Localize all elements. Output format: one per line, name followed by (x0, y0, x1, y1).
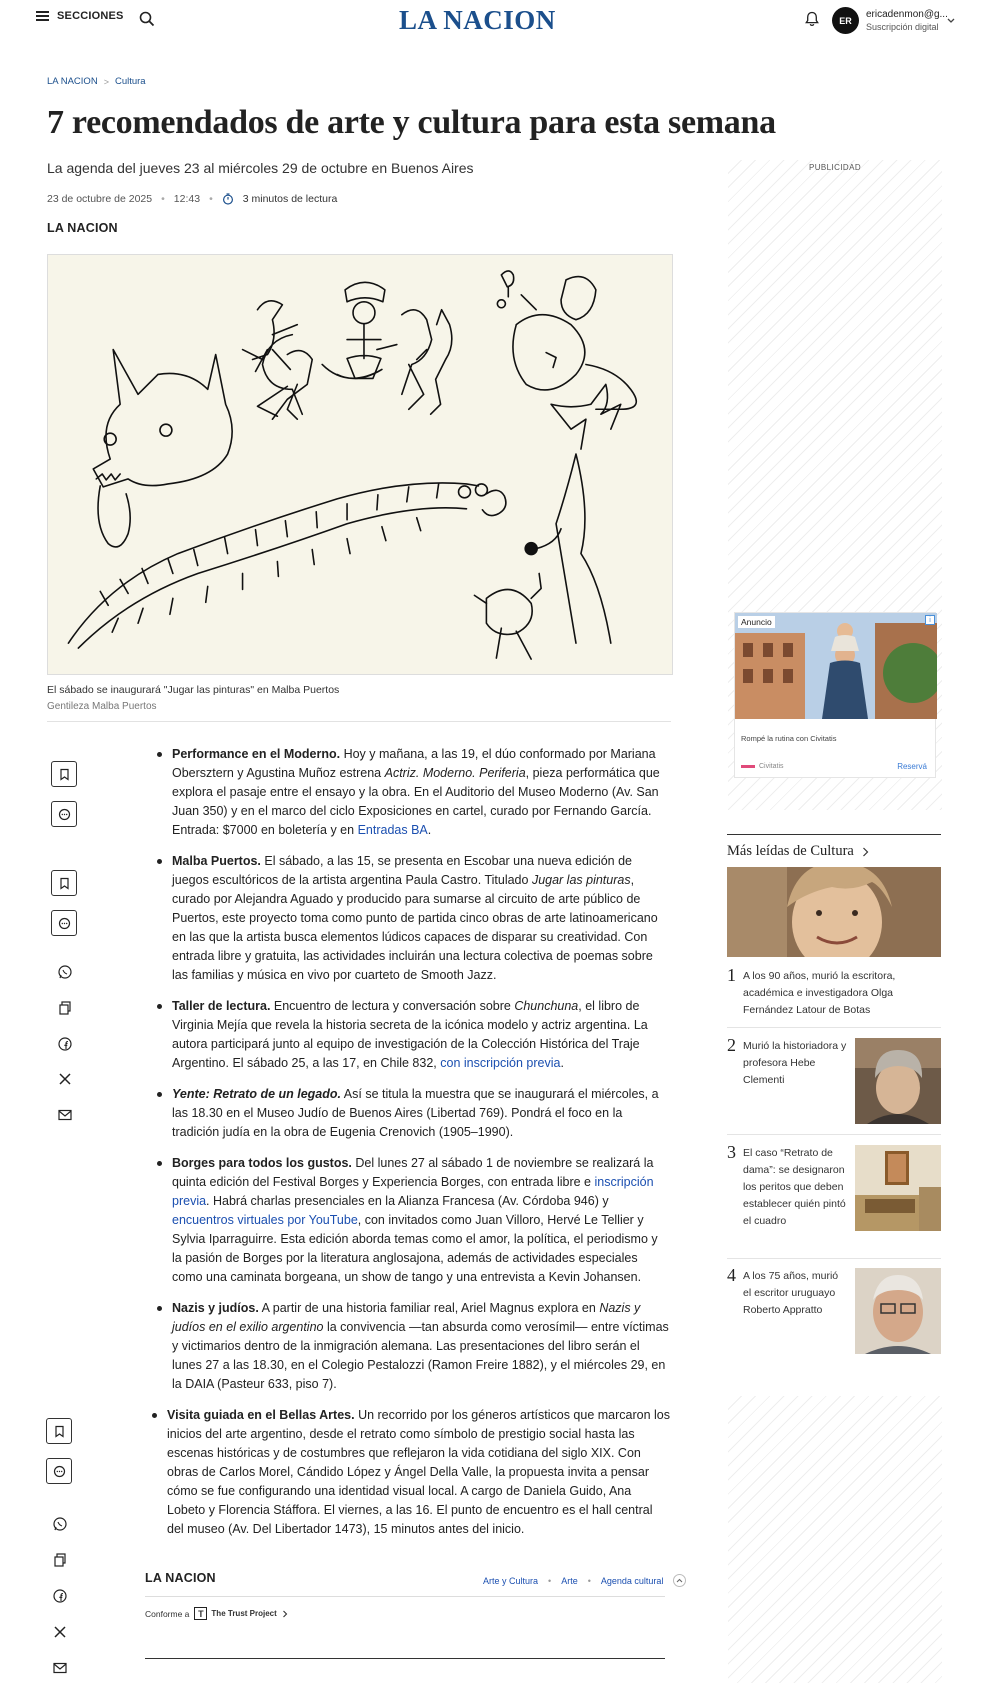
breadcrumb-separator: > (103, 76, 109, 87)
ad-brand (741, 763, 784, 770)
article-subtitle: La agenda del jueves 23 al miércoles 29 de octubre en Buenos Aires (47, 160, 474, 176)
article-time: 12:43 (173, 193, 201, 205)
bell-icon[interactable] (804, 11, 820, 27)
email-icon[interactable] (57, 1107, 73, 1123)
ad-photo-drawing (735, 613, 937, 719)
most-read-thumbnail[interactable] (855, 1038, 941, 1124)
comments-button[interactable] (46, 1458, 72, 1484)
read-time: 3 minutos de lectura (242, 193, 338, 205)
most-read-feature-image[interactable] (727, 867, 941, 957)
divider (727, 1027, 941, 1028)
trust-project-logo (194, 1607, 276, 1620)
comments-button[interactable] (51, 801, 77, 827)
article-author[interactable]: LA NACION (47, 221, 118, 235)
facebook-icon[interactable] (57, 1036, 73, 1052)
most-read-rank: 1 (727, 965, 736, 985)
sections-menu-button[interactable] (36, 10, 124, 22)
divider (47, 721, 671, 722)
portrait-photo (855, 1268, 941, 1354)
chevron-up-icon (676, 1578, 683, 1583)
most-read-rank: 2 (727, 1035, 736, 1055)
list-item (160, 852, 670, 985)
item-text: , curado por Alejandra Aguado y producido para sumarse al circuito de arte público de Puertos, este proyecto toma como punto de partida cinco obras de arte latinoamericano en las que la artista busca elementos lúdicos capaces de disparar su creatividad. Con entrada libre y gratuita, las actividades incluirán una lectura colectiva de poemas sobre las familias y música en vivo por cuarteto de Smooth Jazz. (172, 873, 658, 982)
item-text: la convivencia —tan absurda como verosímil— entre víctimas y victimarios dentro de la inmigración alemana. Las presentaciones del libro serán el lunes 27 a las 18.30, en el Colegio Pestalozzi (Ramon Freire 1882), y el miércoles 29, en la DAIA (Pasteur 633, piso 7). (172, 1320, 669, 1391)
item-heading: Yente: Retrato de un legado. (172, 1087, 342, 1101)
bookmark-button[interactable] (46, 1418, 72, 1444)
list-item (155, 1406, 670, 1539)
meta-separator: • (161, 193, 165, 205)
comment-icon (58, 808, 71, 821)
item-text: Encuentro de lectura y conversación sobre (270, 999, 515, 1013)
bookmark-icon (58, 768, 71, 781)
article-title: 7 recomendados de arte y cultura para esta semana (47, 104, 776, 141)
top-bar (0, 0, 1002, 40)
ad-badge: Anuncio (738, 616, 775, 628)
most-read-item[interactable] (727, 1265, 941, 1354)
item-text: Un recorrido por los géneros artísticos que marcaron los inicios del arte argentino, desde el retrato como símbolo de prestigio social hasta las escenas históricas y de costumbres que reflejaron la vida cotidiana del siglo XIX. Con obras de Carlos Morel, Cándido López y Ángel Della Valle, la propuesta invita a pensar cómo se fue configurando una identidad visual local. A cargo de Daniela Guido, Ana Lobeto y Florencia Stáffora. El viernes, a las 16. El punto de encuentro es el hall central del museo (Av. Del Libertador 1473), 15 minutos antes del inicio. (167, 1408, 671, 1536)
inscripcion-link[interactable]: con inscripción previa (440, 1056, 561, 1070)
portrait-photo (727, 867, 941, 957)
tag-separator: • (548, 1575, 552, 1586)
footer-brand[interactable]: LA NACION (145, 1571, 216, 1585)
article-meta (47, 193, 337, 205)
hamburger-icon (36, 11, 49, 21)
item-text: Del lunes 27 al sábado 1 de noviembre se realizará la quinta edición del Festival Borges y Experiencia Borges, con entrada libre e (172, 1156, 654, 1189)
most-read-headline[interactable]: A los 90 años, murió la escritora, académica e investigadora Olga Fernández Latour de Botas (743, 970, 896, 1016)
user-subscription: Suscripción digital (866, 22, 939, 32)
topic-tags (483, 1574, 686, 1587)
meta-separator: • (209, 193, 213, 205)
ad-slot (728, 160, 942, 810)
trust-logo-mark: T (194, 1607, 207, 1620)
tag-separator: • (587, 1575, 591, 1586)
chevron-down-icon[interactable] (947, 18, 955, 24)
ad-brand-name: Civitatis (759, 763, 784, 770)
chevron-right-icon (862, 847, 869, 857)
ad-image[interactable] (735, 613, 937, 719)
image-credit: Gentileza Malba Puertos (47, 701, 157, 712)
breadcrumb (47, 76, 146, 87)
whatsapp-icon[interactable] (52, 1516, 68, 1532)
entradas-ba-link[interactable]: Entradas BA (357, 823, 428, 837)
list-item (160, 1154, 670, 1287)
comment-icon (58, 917, 71, 930)
item-heading: Taller de lectura. (172, 999, 271, 1013)
item-text: . Habrá charlas presenciales en la Alianza Francesa (Av. Córdoba 946) y (206, 1194, 609, 1208)
item-text: . (560, 1056, 564, 1070)
most-read-rank: 4 (727, 1265, 736, 1285)
email-icon[interactable] (52, 1660, 68, 1676)
portrait-photo (855, 1038, 941, 1124)
item-text: A partir de una historia familiar real, Ariel Magnus explora en (258, 1301, 600, 1315)
user-avatar[interactable]: ER (832, 7, 859, 34)
item-heading: Visita guiada en el Bellas Artes. (167, 1408, 355, 1422)
comments-button[interactable] (51, 910, 77, 936)
divider (727, 834, 941, 835)
ad-card[interactable] (734, 612, 936, 778)
search-icon[interactable] (139, 11, 155, 27)
item-text: Así se titula la muestra que se inaugurará el miércoles, a las 18.30 en el Museo Judío de Buenos Aires (Libertad 769). Pondrá el foco en la tradición judía en la obra de Eugenia Crenovich (1905–1990). (172, 1087, 659, 1139)
item-heading: Nazis y judíos. (172, 1301, 259, 1315)
most-read-item[interactable] (727, 1142, 941, 1231)
bookmark-button[interactable] (51, 870, 77, 896)
divider (727, 1258, 941, 1259)
item-text: El sábado, a las 15, se presenta en Escobar una nueva edición de juegos escultóricos de la artista argentina Paula Castro. Titulado (172, 854, 633, 887)
site-logo[interactable]: LA NACION (399, 5, 556, 35)
most-read-headline[interactable]: El caso “Retrato de dama”: se designaron los peritos que deben establecer quién pintó el cuadro (743, 1147, 846, 1227)
article-main-image[interactable] (47, 254, 673, 675)
bookmark-button[interactable] (51, 761, 77, 787)
tag-arte-y-cultura[interactable]: Arte y Cultura (483, 1575, 539, 1586)
trust-project-name: The Trust Project (211, 1609, 277, 1618)
inscripcion-link[interactable]: inscripción previa (172, 1175, 654, 1208)
x-twitter-icon[interactable] (52, 1624, 68, 1640)
comment-icon (53, 1465, 66, 1478)
article-date: 23 de octubre de 2025 (47, 193, 153, 205)
collapse-tags-button[interactable] (673, 1574, 686, 1587)
copy-link-icon[interactable] (52, 1552, 68, 1568)
most-read-label: Más leídas de Cultura (727, 843, 854, 859)
breadcrumb-section[interactable]: Cultura (114, 76, 146, 87)
list-item (160, 997, 670, 1073)
breadcrumb-home[interactable]: LA NACION (47, 76, 98, 87)
most-read-rank: 3 (727, 1142, 736, 1162)
sections-label: SECCIONES (57, 10, 124, 22)
divider (145, 1658, 665, 1659)
item-text: , con invitados como Juan Villoro, Hervé Le Tellier y Sylvia Iparraguirre. Esta edición aborda temas como el amor, la política, el periodismo y la pasión de Borges por la literatura anglosajona, además de actividades especiales como una caminata borgeana, un show de tango y una entrevista a Kevin Johansen. (172, 1213, 658, 1284)
whatsapp-icon[interactable] (57, 964, 73, 980)
ad-slot (728, 1396, 942, 1683)
bookmark-icon (53, 1425, 66, 1438)
ad-label: PUBLICIDAD (808, 163, 861, 172)
timer-icon (222, 193, 234, 205)
most-read-thumbnail[interactable] (855, 1268, 941, 1354)
list-item (160, 1299, 670, 1394)
copy-link-icon[interactable] (57, 1000, 73, 1016)
youtube-link[interactable]: encuentros virtuales por YouTube (172, 1213, 358, 1227)
most-read-item[interactable] (727, 1035, 941, 1124)
list-item (160, 1085, 670, 1142)
x-twitter-icon[interactable] (57, 1071, 73, 1087)
item-italic: Nazis y judíos en el exilio argentino (172, 1301, 641, 1334)
illustration-drawing (48, 255, 672, 674)
divider (145, 1596, 665, 1597)
most-read-thumbnail[interactable] (855, 1145, 941, 1231)
trust-prefix: Conforme a (145, 1608, 190, 1619)
tag-agenda-cultural[interactable]: Agenda cultural (600, 1575, 664, 1586)
ad-brand-logo (741, 765, 755, 768)
chevron-right-icon (282, 1610, 288, 1618)
item-heading: Malba Puertos. (172, 854, 261, 868)
tag-arte[interactable]: Arte (561, 1575, 578, 1586)
item-italic: Chunchuna (514, 999, 579, 1013)
item-text: . (427, 823, 432, 837)
item-italic: Actriz. Moderno. Periferia (384, 766, 526, 780)
image-caption: El sábado se inaugurará "Jugar las pinturas" en Malba Puertos (47, 684, 340, 696)
most-read-headline[interactable]: A los 75 años, murió el escritor uruguayo Roberto Appratto (743, 1270, 839, 1316)
item-heading: Performance en el Moderno. (172, 747, 341, 761)
bookmark-icon (58, 877, 71, 890)
item-text: , pieza performática que explora el pasaje entre el ensayo y la obra. En el Auditorio del Museo Moderno (Av. San Juan 350) y en el marco del ciclo Exposiciones en cartel, curado por Fernando García. Entrada: $7000 en boletería y en (172, 766, 660, 837)
item-text: , el libro de Virginia Mejía que revela la historia secreta de la icónica modelo y actriz argentina. La autora participará junto al equipo de investigación de la Colección Histórica del Traje Argentino. El sábado 25, a las 17, en Chile 832, (172, 999, 648, 1070)
user-email[interactable]: ericadenmon@g... (866, 9, 948, 20)
list-item (160, 745, 670, 840)
ad-info-icon[interactable]: i (925, 615, 935, 625)
item-heading: Borges para todos los gustos. (172, 1156, 352, 1170)
facebook-icon[interactable] (52, 1588, 68, 1604)
divider (727, 1134, 941, 1135)
room-photo (855, 1145, 941, 1231)
trust-project-link[interactable] (145, 1607, 288, 1620)
most-read-title[interactable] (727, 843, 869, 860)
article-body (160, 745, 670, 1551)
ad-text[interactable]: Rompé la rutina con Civitatis (741, 734, 837, 743)
most-read-headline[interactable]: Murió la historiadora y profesora Hebe Clementi (743, 1040, 847, 1086)
ad-cta-button[interactable]: Reservá (897, 762, 927, 771)
item-text: Hoy y mañana, a las 19, el dúo conformado por Mariana Obersztern y Agustina Muñoz estrena (172, 747, 656, 780)
item-italic: Jugar las pinturas (531, 873, 631, 887)
